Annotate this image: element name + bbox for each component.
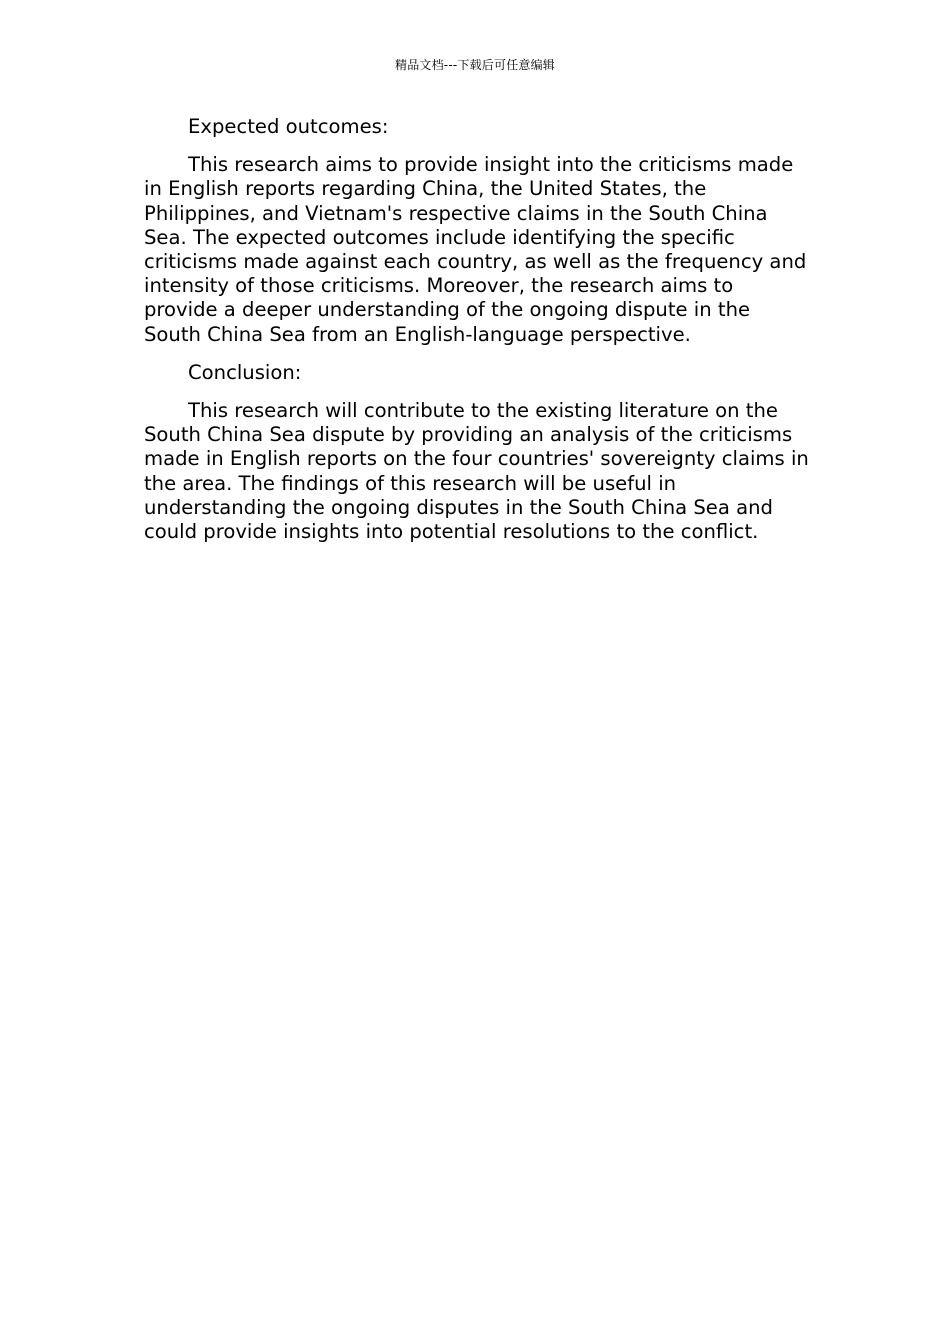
paragraph-conclusion: This research will contribute to the existing literature on the South China Sea dispute by providing an analysis of the criticisms made in English reports on the four countries' sovereignty claims in the area. The findings of this research will be useful in understanding the ongoing disputes in the South China Sea and could provide insights into potential resolutions to the conflict.: [144, 399, 809, 544]
page-header: 精品文档---下载后可任意编辑: [395, 58, 555, 72]
section-heading-conclusion: Conclusion:: [188, 360, 302, 384]
paragraph-expected-outcomes: This research aims to provide insight into the criticisms made in English reports regarding China, the United States, the Philippines, and Vietnam's respective claims in the South China Sea. The expected outcomes include identifying the specific criticisms made against each country, as well as the frequency and intensity of those criticisms. Moreover, the research aims to provide a deeper understanding of the ongoing dispute in the South China Sea from an English-language perspective.: [144, 153, 807, 346]
document-body: [144, 115, 812, 558]
section-heading-expected-outcomes: Expected outcomes:: [188, 115, 389, 138]
